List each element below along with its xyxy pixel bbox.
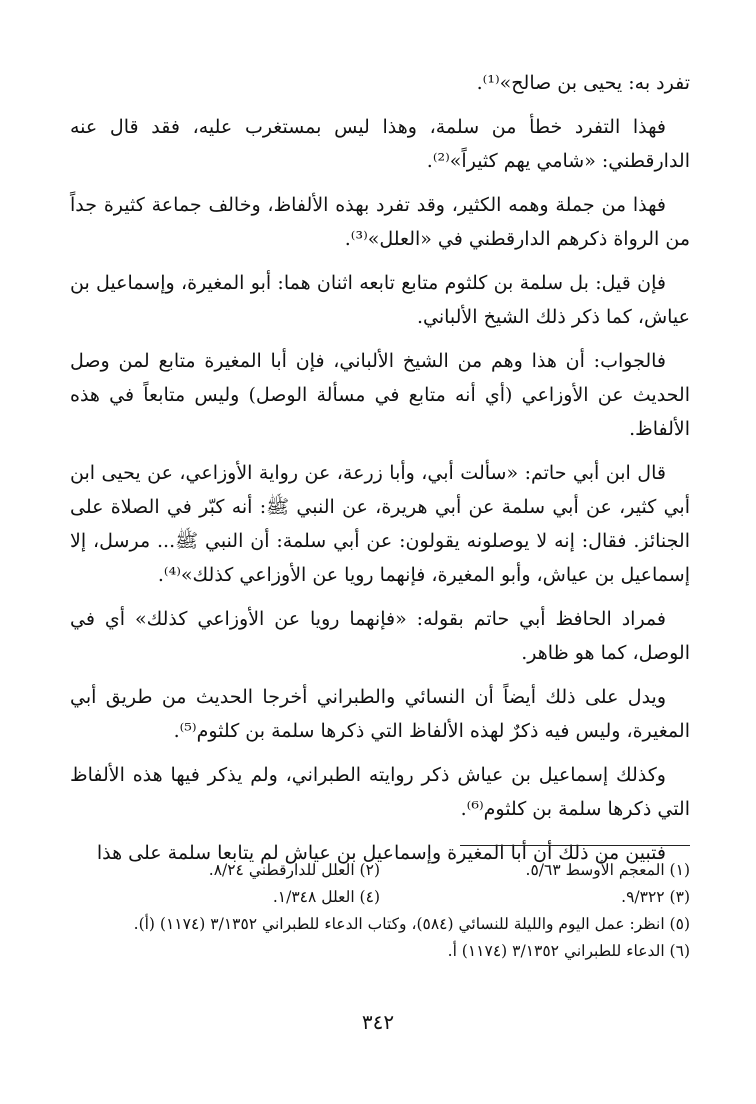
paragraph: فهذا من جملة وهمه الكثير، وقد تفرد بهذه الألفاظ، وخالف جماعة كثيرة جداً من الرواة ذكرهم الدارقطني في «العلل»⁽³⁾. xyxy=(70,194,690,250)
page-number: ٣٤٢ xyxy=(361,1010,395,1034)
paragraph: فتبين من ذلك أن أبا المغيرة وإسماعيل بن عياش لم يتابعا سلمة على هذا xyxy=(96,842,666,864)
paragraph: فالجواب: أن هذا وهم من الشيخ الألباني، فإن أبا المغيرة متابع لمن وصل الحديث عن الأوزاعي (أي أنه متابع في مسألة الوصل) وليس متابعاً في هذه الألفاظ. xyxy=(70,350,690,440)
footnotes xyxy=(70,857,690,965)
footnote-1: (١) المعجم الأوسط ٥/٦٣. xyxy=(525,861,690,879)
paragraph: فهذا التفرد خطأ من سلمة، وهذا ليس بمستغرب عليه، فقد قال عنه الدارقطني: «شامي يهم كثيراً»⁽²⁾. xyxy=(70,116,690,172)
paragraph: تفرد به: يحيى بن صالح»⁽¹⁾. xyxy=(476,72,690,94)
paragraph: وكذلك إسماعيل بن عياش ذكر روايته الطبراني، ولم يذكر فيها هذه الألفاظ التي ذكرها سلمة بن كلثوم⁽⁶⁾. xyxy=(70,764,690,820)
footnote-row xyxy=(70,857,690,884)
footnote-2: (٢) العلل للدارقطني ٨/٢٤. xyxy=(208,861,380,879)
footnote-5: (٥) انظر: عمل اليوم والليلة للنسائي (٥٨٤)، وكتاب الدعاء للطبراني ٣/١٣٥٢ (١١٧٤) (أ). xyxy=(133,915,690,933)
main-text xyxy=(70,66,690,880)
paragraph: ويدل على ذلك أيضاً أن النسائي والطبراني أخرجا الحديث من طريق أبي المغيرة، وليس فيه ذكرٌ لهذه الألفاظ التي ذكرها سلمة بن كلثوم⁽⁵⁾. xyxy=(70,686,690,742)
footnote-3: (٣) ٩/٣٢٢. xyxy=(621,888,690,906)
footnote-6: (٦) الدعاء للطبراني ٣/١٣٥٢ (١١٧٤) أ. xyxy=(447,942,690,960)
footnote-divider xyxy=(460,845,690,846)
footnote-4: (٤) العلل ١/٣٤٨. xyxy=(272,888,380,906)
paragraph: قال ابن أبي حاتم: «سألت أبي، وأبا زرعة، عن رواية الأوزاعي، عن يحيى ابن أبي كثير، عن أبي سلمة عن أبي هريرة، عن النبي ﷺ: أنه كبّر في الصلاة على الجنائز. فقال: إنه لا يوصلونه يقولون: عن أبي سلمة: أن النبي ﷺ... مرسل، إلا إسماعيل بن عياش، وأبو المغيرة، فإنهما رويا عن الأوزاعي كذلك»⁽⁴⁾. xyxy=(70,462,690,586)
footnote-row xyxy=(70,938,690,965)
footnote-row xyxy=(70,884,690,911)
footnote-row xyxy=(70,911,690,938)
paragraph: فإن قيل: بل سلمة بن كلثوم متابع تابعه اثنان هما: أبو المغيرة، وإسماعيل بن عياش، كما ذكر ذلك الشيخ الألباني. xyxy=(70,272,690,328)
paragraph: فمراد الحافظ أبي حاتم بقوله: «فإنهما رويا عن الأوزاعي كذلك» أي في الوصل، كما هو ظاهر. xyxy=(70,608,690,664)
